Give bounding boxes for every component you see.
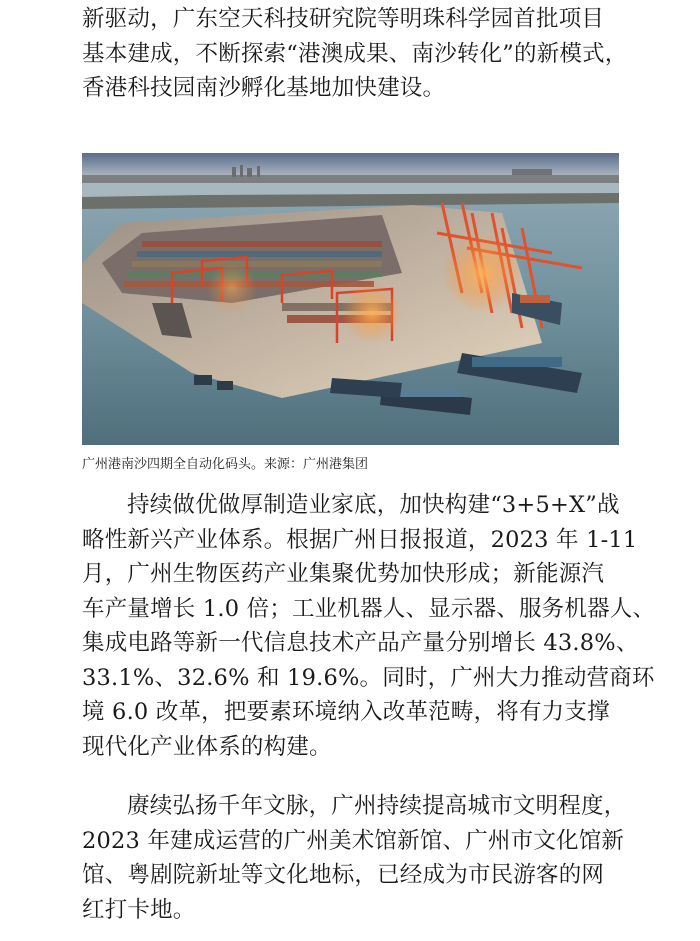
text-line: 香港科技园南沙孵化基地加快建设。 bbox=[82, 75, 446, 101]
text-line: 境 6.0 改革，把要素环境纳入改革范畴，将有力支撑 bbox=[82, 699, 610, 725]
text-line: 2023 年建成运营的广州美术馆新馆、广州市文化馆新 bbox=[82, 827, 625, 854]
port-photo bbox=[82, 153, 619, 445]
paragraph-2 bbox=[82, 488, 656, 764]
text-line: 车产量增长 1.0 倍；工业机器人、显示器、服务机器人、 bbox=[82, 595, 656, 622]
text-line: 33.1%、32.6% 和 19.6%。同时，广州大力推动营商环 bbox=[82, 664, 655, 691]
paragraph-3 bbox=[82, 789, 627, 927]
text-line: 现代化产业体系的构建。 bbox=[82, 733, 332, 760]
text-line: 基本建成，不断探索“港澳成果、南沙转化”的新模式， bbox=[82, 40, 628, 67]
text-line: 红打卡地。 bbox=[82, 896, 196, 923]
text-line: 馆、粤剧院新址等文化地标，已经成为市民游客的网 bbox=[82, 862, 605, 888]
text-line: 赓续弘扬千年文脉，广州持续提高城市文明程度， bbox=[127, 793, 627, 819]
text-line: 新驱动，广东空天科技研究院等明珠科学园首批项目 bbox=[82, 6, 605, 32]
text-line: 略性新兴产业体系。根据广州日报报道，2023 年 1-11 bbox=[82, 526, 638, 553]
text-line: 集成电路等新一代信息技术产品产量分别增长 43.8%、 bbox=[82, 630, 639, 656]
text-line: 持续做优做厚制造业家底，加快构建“3+5+X”战 bbox=[127, 492, 620, 518]
paragraph-1 bbox=[82, 2, 628, 106]
figure-caption: 广州港南沙四期全自动化码头。来源：广州港集团 bbox=[82, 457, 369, 472]
text-line: 月，广州生物医药产业集聚优势加快形成；新能源汽 bbox=[82, 561, 605, 587]
